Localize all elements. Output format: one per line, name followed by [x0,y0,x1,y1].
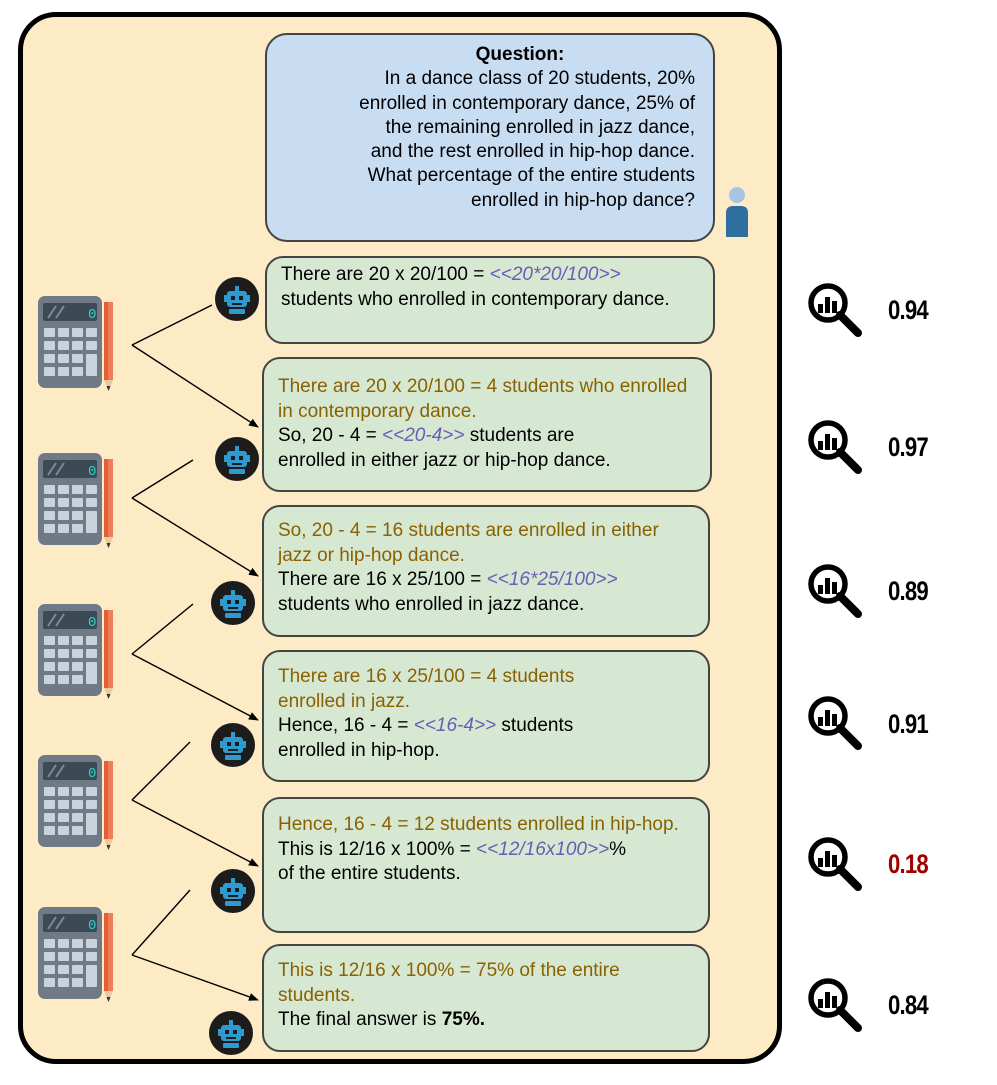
step-text: of the entire students. [278,863,461,884]
robot-icon [209,1011,253,1055]
calculator-icon [38,907,113,1002]
step-score-4: 0.91 [888,709,928,739]
magnifier-chart-icon [811,567,858,614]
step-text: So, 20 - 4 = [278,425,383,446]
calculator-icon [38,604,113,699]
step-score-3: 0.89 [888,576,928,606]
step-score-6: 0.84 [888,990,928,1020]
step-score-2: 0.97 [888,432,928,462]
magnifier-chart-icon [811,286,858,333]
magnifier-chart-icon [811,840,858,887]
step-expression: <<16*25/100>> [486,569,618,590]
step-text: students are [464,425,575,446]
robot-icon [215,277,259,321]
step-expression: <<20*20/100>> [489,264,621,285]
previous-step-text: There are 16 x 25/100 = 4 students enrolled in jazz. [278,666,575,712]
step-score-5: 0.18 [888,849,928,879]
step-text: enrolled in hip-hop. [278,739,440,761]
step-expression: <<20-4>> [382,425,465,446]
previous-step-text: There are 20 x 20/100 = 4 students who enrolled in contemporary dance. [278,376,688,422]
calculator-icon [38,296,113,391]
question-line: and the rest enrolled in hip-hop dance. [370,141,695,163]
question-title: Question: [475,44,565,65]
previous-step-text: Hence, 16 - 4 = 12 students enrolled in hip-hop. [278,814,679,835]
icon-layer: 0 [0,0,997,1085]
previous-step-text: This is 12/16 x 100% = 75% of the entire students. [278,960,620,1006]
question-line: In a dance class of 20 students, 20% [384,68,695,90]
step-text: enrolled in either jazz or hip-hop dance. [278,449,611,471]
step-text: There are 20 x 20/100 = [281,264,490,285]
magnifier-chart-icon [811,423,858,470]
step-text: This is 12/16 x 100% = [278,838,477,860]
final-answer-value: 75%. [441,1009,485,1030]
question-line: enrolled in hip-hop dance? [471,189,695,211]
robot-icon [211,581,255,625]
final-answer-prefix: The final answer is [278,1009,442,1030]
step-text: Hence, 16 - 4 = [278,715,414,736]
magnifier-chart-icon [811,699,858,746]
previous-step-text: So, 20 - 4 = 16 students are enrolled in either jazz or hip-hop dance. [278,520,659,566]
question-line: What percentage of the entire students [367,165,695,187]
step-text: students who enrolled in contemporary dance. [281,288,670,310]
step-expression: <<16-4>> [413,715,497,736]
question-line: the remaining enrolled in jazz dance, [385,116,695,138]
step-expression: <<12/16x100>> [476,838,610,860]
robot-icon [211,723,255,767]
step-text: students [496,715,574,736]
step-score-1: 0.94 [888,295,928,325]
step-text: There are 16 x 25/100 = [278,569,487,590]
calculator-icon [38,755,113,850]
question-line: enrolled in contemporary dance, 25% of [359,92,695,114]
calculator-icon [38,453,113,548]
step-text: students who enrolled in jazz dance. [278,593,585,615]
magnifier-chart-icon [811,981,858,1028]
robot-icon [211,869,255,913]
robot-icon [215,437,259,481]
step-text: % [609,838,627,860]
